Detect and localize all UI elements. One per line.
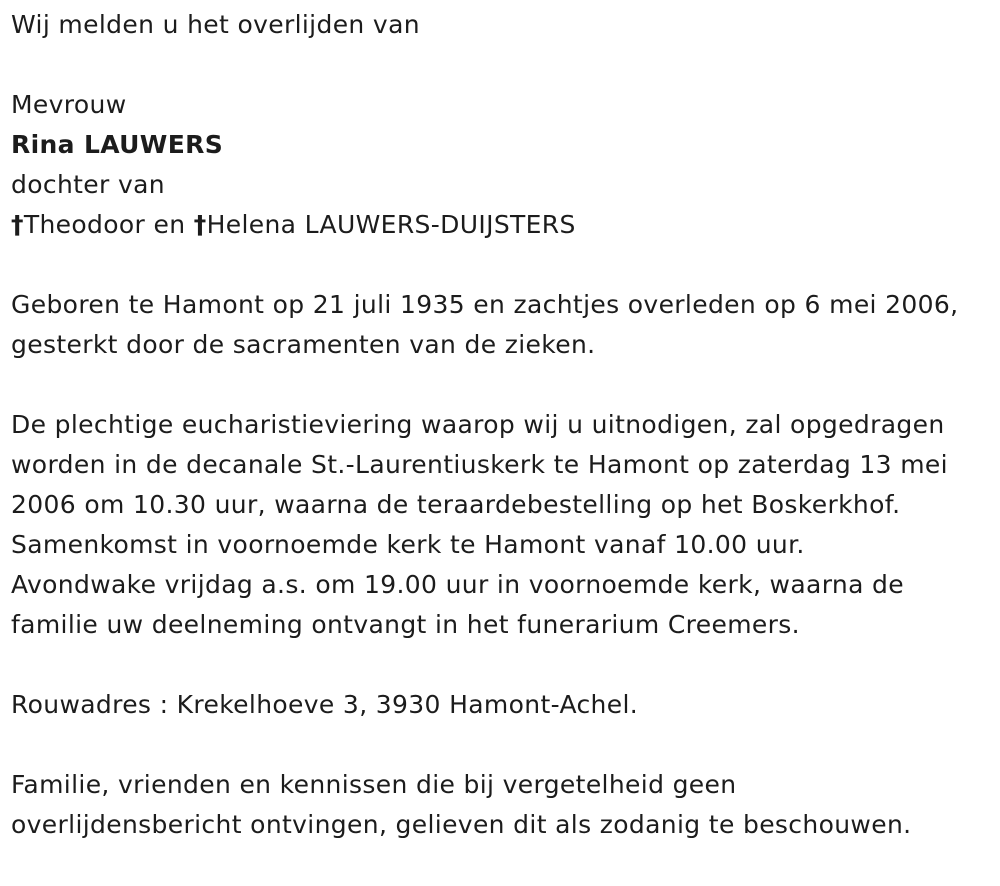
cross-icon: †: [193, 210, 207, 239]
spacer: [11, 45, 996, 85]
paragraph-line: overlijdensbericht ontvingen, gelieven dit als zodanig te beschouwen.: [11, 810, 912, 839]
paragraph-line: 2006 om 10.30 uur, waarna de teraardebestelling op het Boskerkhof.: [11, 490, 901, 519]
ceremony-paragraph: [11, 405, 996, 645]
paragraph-line: worden in de decanale St.-Laurentiuskerk te Hamont op zaterdag 13 mei: [11, 450, 948, 479]
paragraph-line: gesterkt door de sacramenten van de zieken.: [11, 330, 596, 359]
deceased-name: Rina LAUWERS: [11, 130, 224, 159]
intro-line: Wij melden u het overlijden van: [11, 10, 420, 39]
spacer: [11, 245, 996, 285]
paragraph-line: Familie, vrienden en kennissen die bij vergetelheid geen: [11, 770, 737, 799]
spacer: [11, 725, 996, 765]
spacer: [11, 645, 996, 685]
relation-line: dochter van: [11, 170, 165, 199]
parent-father: Theodoor en: [23, 210, 194, 239]
paragraph-line: familie uw deelneming ontvangt in het funerarium Creemers.: [11, 610, 800, 639]
salutation: Mevrouw: [11, 90, 127, 119]
paragraph-line: Avondwake vrijdag a.s. om 19.00 uur in voornoemde kerk, waarna de: [11, 570, 904, 599]
parent-mother: Helena LAUWERS-DUIJSTERS: [206, 210, 576, 239]
spacer: [11, 365, 996, 405]
paragraph-line: Samenkomst in voornoemde kerk te Hamont vanaf 10.00 uur.: [11, 530, 805, 559]
mourning-address: Rouwadres : Krekelhoeve 3, 3930 Hamont-Achel.: [11, 690, 639, 719]
birth-death-paragraph: [11, 285, 996, 365]
paragraph-line: De plechtige eucharistieviering waarop wij u uitnodigen, zal opgedragen: [11, 410, 945, 439]
closing-paragraph: [11, 765, 996, 845]
parents-line: [11, 205, 996, 245]
cross-icon: †: [11, 210, 24, 239]
death-notice: [11, 0, 996, 845]
paragraph-line: Geboren te Hamont op 21 juli 1935 en zachtjes overleden op 6 mei 2006,: [11, 290, 959, 319]
